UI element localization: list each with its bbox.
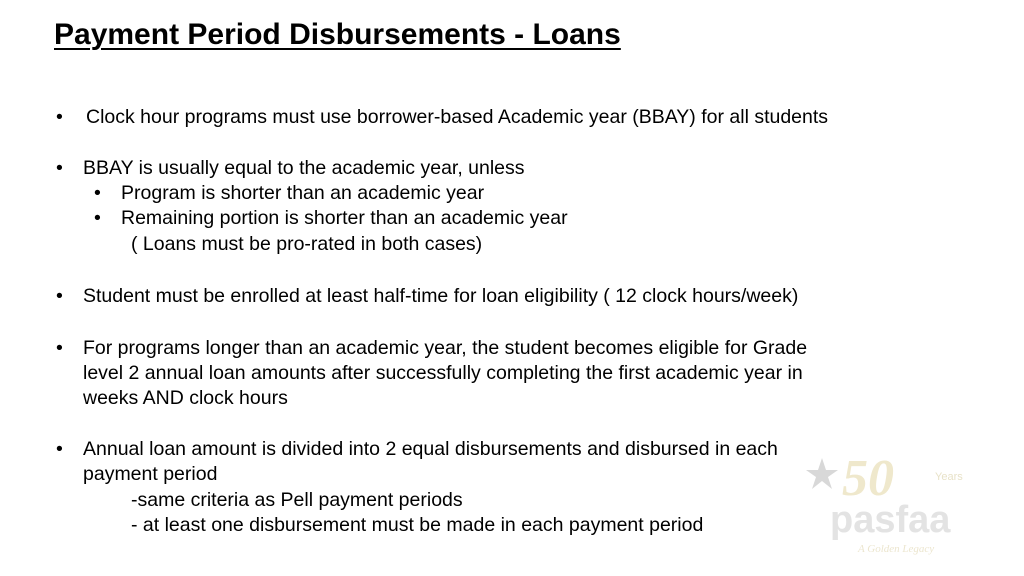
bullet-icon: • bbox=[56, 157, 63, 179]
logo-name: pasfaa bbox=[830, 499, 951, 541]
bullet-icon: • bbox=[56, 337, 63, 359]
sub-bullet-text: Remaining portion is shorter than an academic year bbox=[121, 207, 568, 229]
bullet-text-line: level 2 annual loan amounts after successfully completing the first academic year in bbox=[83, 362, 803, 384]
sub-bullet-icon: • bbox=[94, 207, 101, 229]
star-icon bbox=[806, 458, 838, 489]
bullet-icon: • bbox=[56, 285, 63, 307]
bullet-text: BBAY is usually equal to the academic year, unless bbox=[83, 157, 525, 179]
logo-number: 50 bbox=[842, 450, 894, 507]
sub-bullet-icon: • bbox=[94, 182, 101, 204]
sub-bullet-text: Program is shorter than an academic year bbox=[121, 182, 485, 204]
bullet-note: -same criteria as Pell payment periods bbox=[131, 489, 463, 511]
logo-tagline: A Golden Legacy bbox=[858, 543, 935, 555]
bullet-note: - at least one disbursement must be made in each payment period bbox=[131, 514, 704, 536]
logo-word: Years bbox=[935, 471, 963, 483]
bullet-note: ( Loans must be pro-rated in both cases) bbox=[131, 233, 483, 255]
bullet-text-line: For programs longer than an academic year, the student becomes eligible for Grade bbox=[83, 337, 808, 359]
pasfaa-logo bbox=[800, 450, 1000, 570]
bullet-text-line: weeks AND clock hours bbox=[83, 387, 288, 409]
bullet-icon: • bbox=[56, 438, 63, 460]
bullet-icon: • bbox=[56, 106, 63, 128]
bullet-text-line: payment period bbox=[83, 463, 218, 485]
bullet-text: Student must be enrolled at least half-time for loan eligibility ( 12 clock hours/week) bbox=[83, 285, 799, 307]
slide-title: Payment Period Disbursements - Loans bbox=[54, 18, 621, 51]
bullet-text: Clock hour programs must use borrower-based Academic year (BBAY) for all students bbox=[86, 106, 829, 128]
bullet-text-line: Annual loan amount is divided into 2 equal disbursements and disbursed in each bbox=[83, 438, 778, 460]
